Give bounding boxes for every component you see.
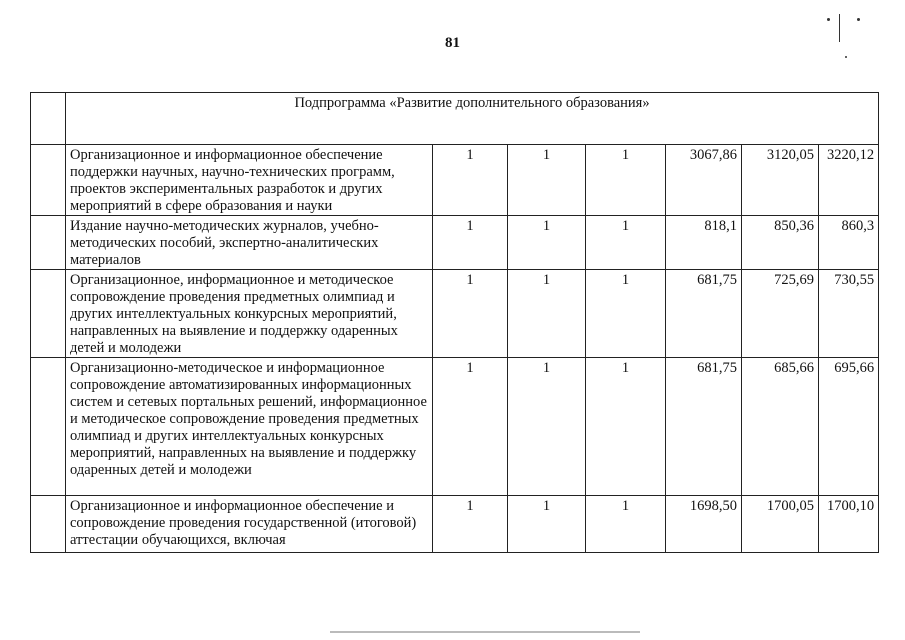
indicator-cell: 1 [586, 216, 666, 270]
program-table [30, 92, 879, 553]
row-number-cell [31, 216, 66, 270]
activity-description: Организационно-методическое и информационное сопровождение автоматизированных информационных систем и сетевых портальных решений, информационное и методическое сопровождение проведения предметных олимпиад и других интеллектуальных конкурсных мероприятий, направленных на выявление и поддержку одаренных детей и молодежи [66, 358, 433, 496]
activity-description: Издание научно-методических журналов, учебно-методических пособий, экспертно-аналитических материалов [66, 216, 433, 270]
indicator-cell: 1 [586, 496, 666, 553]
subprogram-title: Подпрограмма «Развитие дополнительного образования» [66, 93, 879, 145]
indicator-cell: 1 [433, 270, 508, 358]
value-cell: 1698,50 [666, 496, 742, 553]
indicator-cell: 1 [508, 496, 586, 553]
activity-description: Организационное, информационное и методическое сопровождение проведения предметных олимпиад и других интеллектуальных конкурсных мероприятий, направленных на выявление и поддержку одаренных детей и молодежи [66, 270, 433, 358]
indicator-cell: 1 [433, 145, 508, 216]
value-cell: 730,55 [819, 270, 879, 358]
value-cell: 3067,86 [666, 145, 742, 216]
row-number-cell [31, 496, 66, 553]
value-cell: 685,66 [742, 358, 819, 496]
row-number-cell [31, 93, 66, 145]
subprogram-header-row [31, 93, 879, 145]
indicator-cell: 1 [508, 216, 586, 270]
indicator-cell: 1 [433, 358, 508, 496]
indicator-cell: 1 [433, 496, 508, 553]
value-cell: 725,69 [742, 270, 819, 358]
row-number-cell [31, 145, 66, 216]
indicator-cell: 1 [508, 145, 586, 216]
value-cell: 1700,10 [819, 496, 879, 553]
value-cell: 695,66 [819, 358, 879, 496]
value-cell: 860,3 [819, 216, 879, 270]
page-number: 81 [445, 35, 460, 51]
indicator-cell: 1 [508, 270, 586, 358]
indicator-cell: 1 [586, 145, 666, 216]
table-row [31, 358, 879, 496]
activity-description: Организационное и информационное обеспечение и сопровождение проведения государственной (итоговой) аттестации обучающихся, включая [66, 496, 433, 553]
value-cell: 3220,12 [819, 145, 879, 216]
value-cell: 681,75 [666, 358, 742, 496]
indicator-cell: 1 [508, 358, 586, 496]
table-row [31, 216, 879, 270]
scan-edge-artifact [330, 631, 640, 635]
indicator-cell: 1 [586, 270, 666, 358]
value-cell: 818,1 [666, 216, 742, 270]
activity-description: Организационное и информационное обеспечение поддержки научных, научно-технических программ, проектов экспериментальных разработок и других мероприятий в сфере образования и науки [66, 145, 433, 216]
table-row [31, 145, 879, 216]
table-row [31, 496, 879, 553]
value-cell: 1700,05 [742, 496, 819, 553]
value-cell: 3120,05 [742, 145, 819, 216]
row-number-cell [31, 270, 66, 358]
indicator-cell: 1 [586, 358, 666, 496]
row-number-cell [31, 358, 66, 496]
value-cell: 850,36 [742, 216, 819, 270]
table-row [31, 270, 879, 358]
value-cell: 681,75 [666, 270, 742, 358]
indicator-cell: 1 [433, 216, 508, 270]
